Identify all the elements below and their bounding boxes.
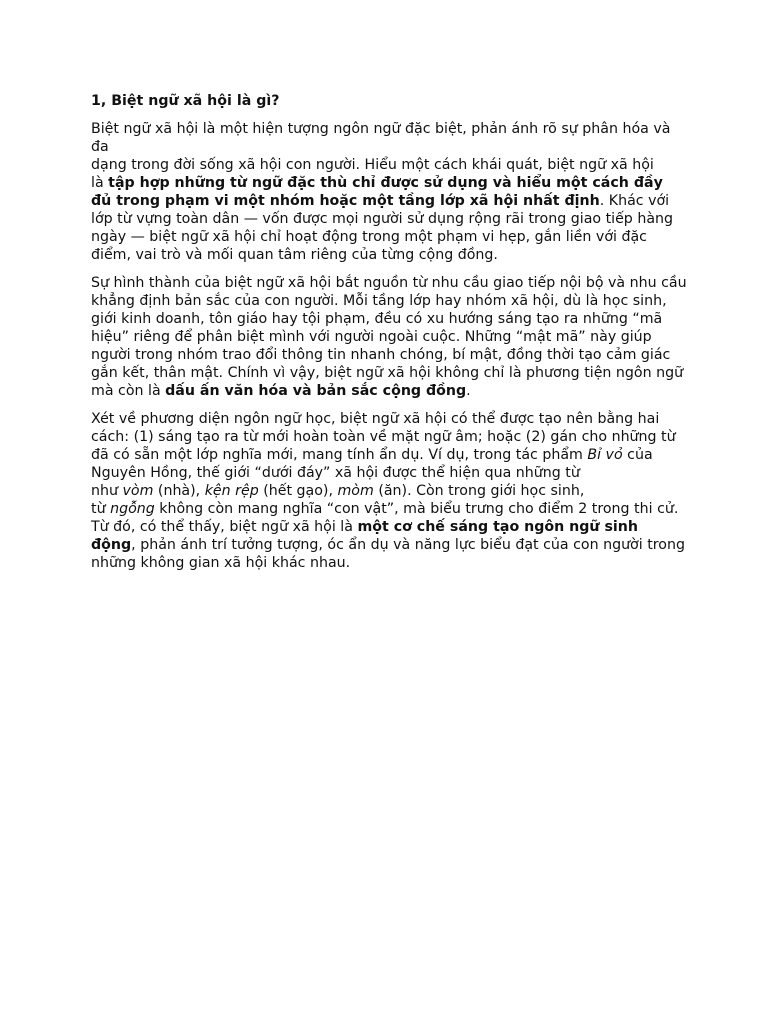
- paragraph-text: là: [91, 175, 109, 191]
- paragraph-definition: [91, 120, 687, 264]
- section-heading: 1, Biệt ngữ xã hội là gì?: [91, 93, 280, 109]
- paragraph-text: không còn mang nghĩa “con vật”, mà biểu trưng cho điểm 2 trong thi cử.: [154, 501, 679, 517]
- paragraph-text: . Khác với lớp từ vựng toàn dân — vốn được mọi người sử dụng rộng rãi trong giao tiếp hàng ngày — biệt ngữ xã hội chỉ hoạt động trong một phạm vi hẹp, gắn liền với đặc điểm, vai trò và mối quan tâm riêng của từng cộng đồng.: [91, 193, 674, 263]
- italic-work-title: Bỉ vỏ: [587, 447, 623, 463]
- paragraph-text: (ăn). Còn trong giới học sinh,: [373, 483, 585, 499]
- paragraph-origin: [91, 274, 687, 400]
- paragraph-text: Biệt ngữ xã hội là một hiện tượng ngôn ngữ đặc biệt, phản ánh rõ sự phân hóa và đa: [91, 121, 671, 155]
- paragraph-text: .: [466, 383, 471, 399]
- italic-term: vòm: [122, 483, 154, 499]
- paragraph-text: , phản ánh trí tưởng tượng, óc ẩn dụ và năng lực biểu đạt của con người trong những không gian xã hội khác nhau.: [91, 537, 685, 571]
- document-page: [91, 92, 687, 582]
- bold-phrase: dấu ấn văn hóa và bản sắc cộng đồng: [165, 383, 467, 399]
- bold-phrase: một cơ chế sáng tạo ngôn ngữ sinh động: [91, 519, 638, 553]
- italic-term: mòm: [337, 483, 374, 499]
- paragraph-text: Sự hình thành của biệt ngữ xã hội bắt nguồn từ nhu cầu giao tiếp nội bộ và nhu cầu khẳng định bản sắc của con người. Mỗi tầng lớp hay nhóm xã hội, dù là học sinh, giới kinh doanh, tôn giáo hay tội phạm, đều có xu hướng sáng tạo ra những “mã hiệu” riêng để phân biệt mình với người ngoài cuộc. Những “mật mã” này giúp người trong nhóm trao đổi thông tin nhanh chóng, bí mật, đồng thời tạo cảm giác gắn kết, thân mật. Chính vì vậy, biệt ngữ xã hội không chỉ là phương tiện ngôn ngữ mà còn là: [91, 275, 687, 399]
- paragraph-text: (hết gạo),: [258, 483, 338, 499]
- italic-term: ngỗng: [110, 501, 155, 517]
- paragraph-text: dạng trong đời sống xã hội con người. Hiểu một cách khái quát, biệt ngữ xã hội: [91, 157, 654, 173]
- paragraph-text: như: [91, 483, 123, 499]
- bold-definition: tập hợp những từ ngữ đặc thù chỉ được sử dụng và hiểu một cách đầy đủ trong phạm vi một nhóm hoặc một tầng lớp xã hội nhất định: [91, 175, 663, 209]
- paragraph-linguistics: [91, 410, 687, 572]
- italic-term: kện rệp: [204, 483, 259, 499]
- paragraph-text: của Nguyên Hồng, thế giới “dưới đáy” xã hội được thể hiện qua những từ: [91, 447, 653, 481]
- paragraph-text: Xét về phương diện ngôn ngữ học, biệt ngữ xã hội có thể được tạo nên bằng hai cách: (1) sáng tạo ra từ mới hoàn toàn về mặt ngữ âm; hoặc (2) gán cho những từ đã có sẵn một lớp nghĩa mới, mang tính ẩn dụ. Ví dụ, trong tác phẩm: [91, 411, 676, 463]
- paragraph-text: (nhà),: [153, 483, 205, 499]
- paragraph-text: Từ đó, có thể thấy, biệt ngữ xã hội là: [91, 519, 358, 535]
- paragraph-text: từ: [91, 501, 111, 517]
